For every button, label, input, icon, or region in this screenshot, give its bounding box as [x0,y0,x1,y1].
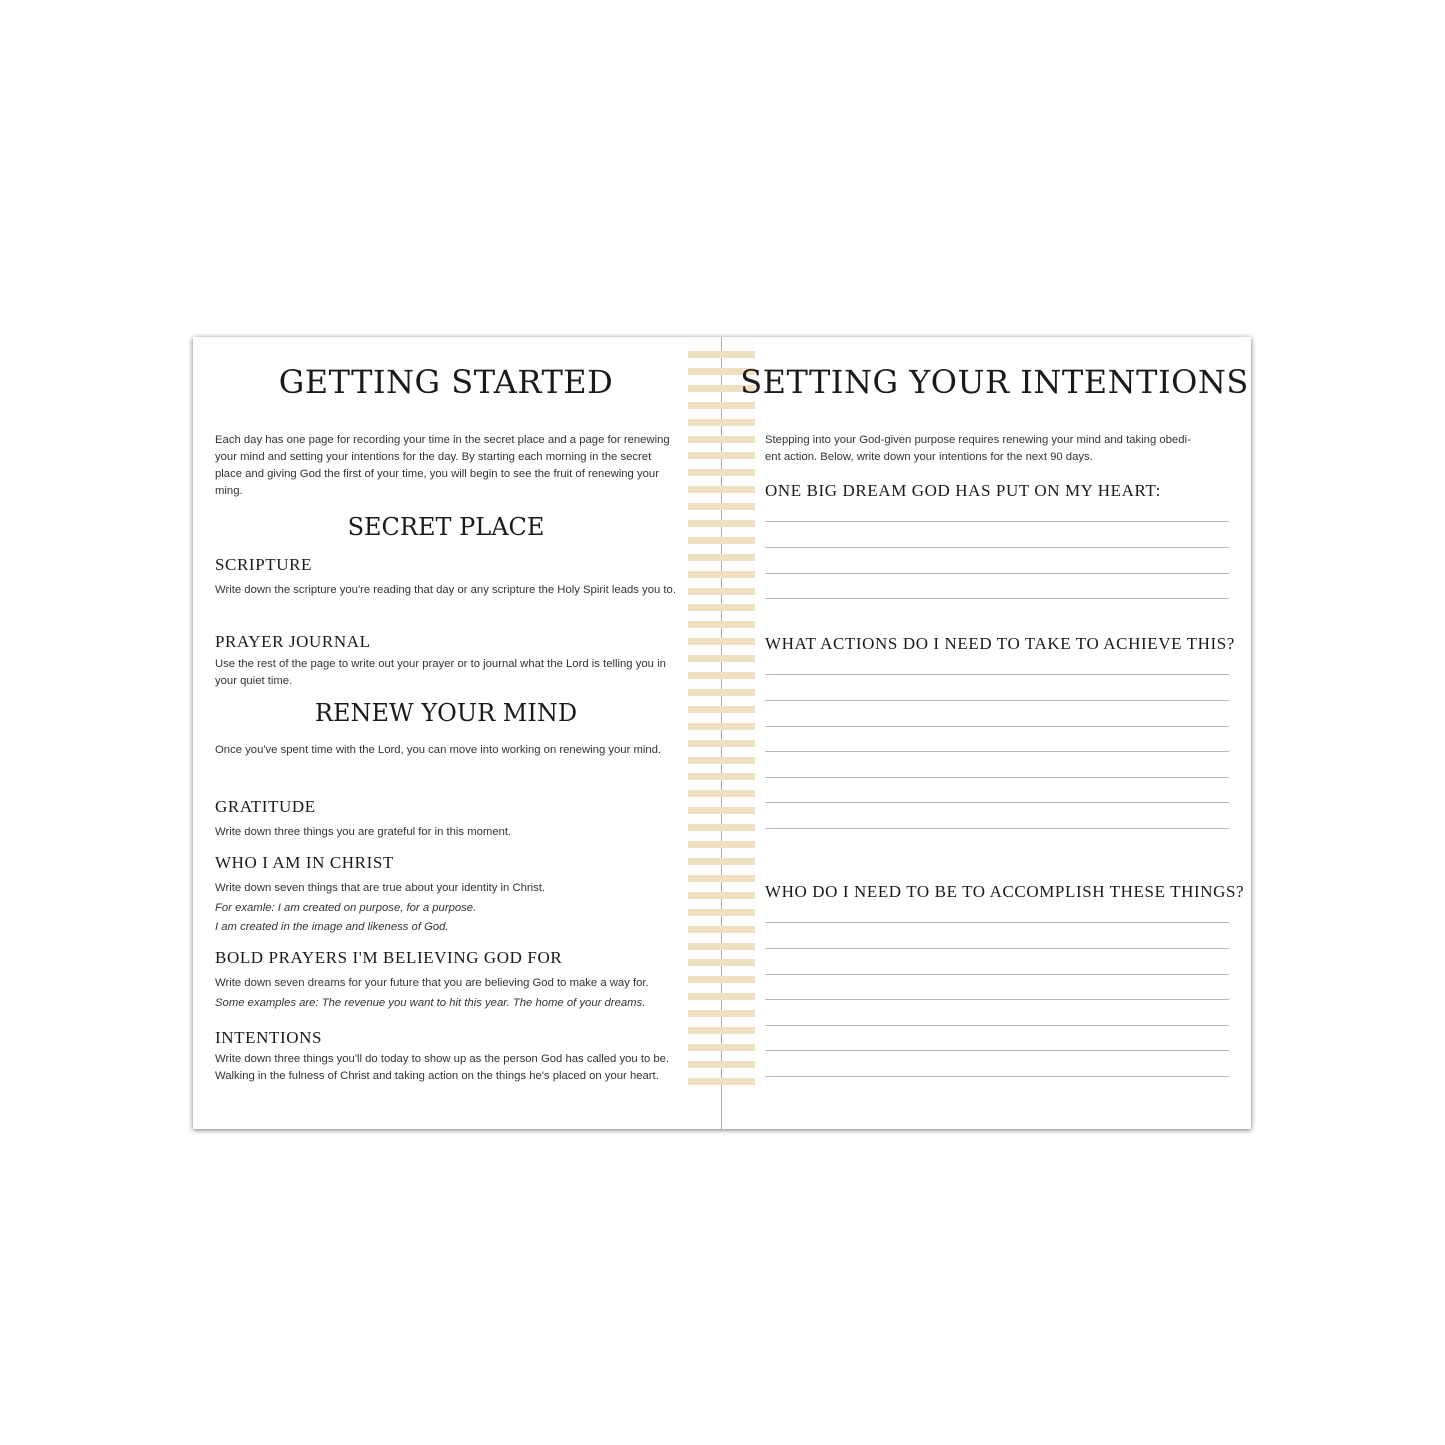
big-dream-prompt: ONE BIG DREAM GOD HAS PUT ON MY HEART: [765,481,1161,500]
getting-started-intro: Each day has one page for recording your time in the secret place and a page for renewing your mind and setting your intentions for the day. By starting each morning in the secret place and giving God the first of your time, you will begin to see the fruit of renewing your ming. [215,434,670,497]
who-i-am-in-christ-heading: WHO I AM IN CHRIST [215,853,394,872]
writing-line[interactable] [765,948,1229,949]
bold-prayers-example: Some examples are: The revenue you want to hit this year. The home of your dreams. [215,997,646,1009]
renew-your-mind-intro: Once you've spent time with the Lord, you can move into working on renewing your mind. [215,744,662,756]
scripture-text: Write down the scripture you're reading that day or any scripture the Holy Spirit leads you to. [215,584,676,596]
writing-line[interactable] [765,1076,1229,1077]
scripture-heading: SCRIPTURE [215,555,313,574]
writing-line[interactable] [765,751,1229,752]
who-do-i-need-to-be-prompt: WHO DO I NEED TO BE TO ACCOMPLISH THESE THINGS? [765,882,1245,901]
writing-line[interactable] [765,521,1229,522]
writing-line[interactable] [765,547,1229,548]
intentions-text: Write down three things you'll do today to show up as the person God has called you to be. Walking in the fulness of Christ and taking action on the things he's placed on your heart. [215,1053,670,1082]
planner-spread [193,337,1251,1129]
intentions-heading: INTENTIONS [215,1028,323,1047]
writing-line[interactable] [765,1025,1229,1026]
writing-line[interactable] [765,777,1229,778]
writing-line[interactable] [765,999,1229,1000]
writing-line[interactable] [765,674,1229,675]
actions-prompt: WHAT ACTIONS DO I NEED TO TAKE TO ACHIEVE THIS? [765,634,1235,653]
writing-line[interactable] [765,802,1229,803]
bold-prayers-heading: BOLD PRAYERS I'M BELIEVING GOD FOR [215,948,563,967]
writing-line[interactable] [765,573,1229,574]
getting-started-title: GETTING STARTED [278,363,614,401]
writing-line[interactable] [765,700,1229,701]
intentions-intro-line-1: Stepping into your God-given purpose requires renewing your mind and taking obedi- [765,434,1191,446]
bold-prayers-text: Write down seven dreams for your future that you are believing God to make a way for. [215,977,649,989]
writing-line[interactable] [765,828,1229,829]
gratitude-text: Write down three things you are grateful for in this moment. [215,826,512,838]
writing-line[interactable] [765,726,1229,727]
identity-example-1: For examle: I am created on purpose, for a purpose. [215,902,477,914]
prayer-journal-text: Use the rest of the page to write out your prayer or to journal what the Lord is telling you in your quiet time. [215,658,666,687]
writing-line[interactable] [765,974,1229,975]
writing-line[interactable] [765,922,1229,923]
writing-line[interactable] [765,1050,1229,1051]
prayer-journal-heading: PRAYER JOURNAL [215,632,371,651]
gratitude-heading: GRATITUDE [215,797,316,816]
right-page [722,337,1251,1129]
identity-text: Write down seven things that are true about your identity in Christ. [215,882,546,894]
setting-your-intentions-title: SETTING YOUR INTENTIONS [740,363,1249,401]
renew-your-mind-title: RENEW YOUR MIND [314,699,578,727]
left-page [193,337,722,1129]
writing-line[interactable] [765,598,1229,599]
secret-place-title: SECRET PLACE [347,513,545,541]
identity-example-2: I am created in the image and likeness of God. [215,921,449,933]
intentions-intro-line-2: ent action. Below, write down your intentions for the next 90 days. [765,451,1093,463]
